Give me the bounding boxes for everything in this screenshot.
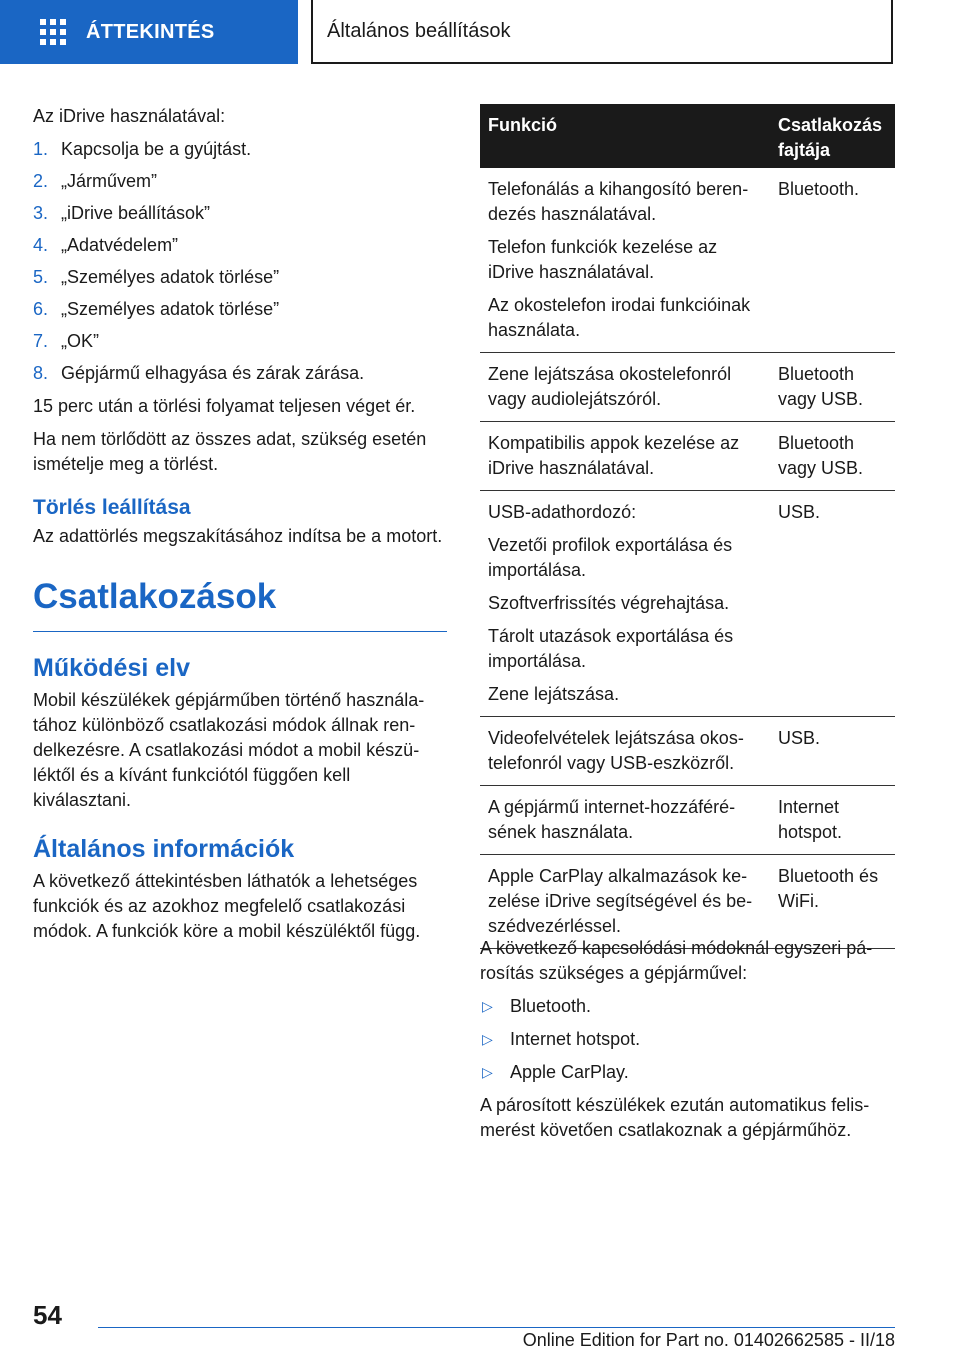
step-number: 2.	[33, 171, 49, 191]
principle-text: Mobil készülékek gépjárműben történő használatához különböző csatlakozási módok állnak rendelkezésre. A csatlakozási módot a mobil készüléktől és a kívánt funkciótól függően kell kiválasztani.	[33, 690, 425, 810]
pairing-outro: A párosított készülékek ezután automatikus felismerést követően csatlakoznak a gépjárműhöz.	[480, 1095, 870, 1140]
section-title: Általános beállítások	[327, 19, 511, 42]
function-cell	[480, 177, 770, 343]
list-item	[33, 233, 447, 258]
step-number: 5.	[33, 267, 49, 287]
overview-tab[interactable]	[0, 0, 298, 64]
step-number: 6.	[33, 299, 49, 319]
bullet-text: Bluetooth.	[510, 996, 592, 1016]
connection-cell: Bluetooth.	[778, 179, 860, 199]
table-row	[480, 353, 895, 422]
step-text: „Adatvédelem”	[61, 235, 179, 255]
step-text: „Személyes adatok törlése”	[61, 299, 280, 319]
function-cell	[480, 431, 770, 481]
connection-cell: Bluetooth vagy USB.	[778, 433, 864, 478]
section-tab[interactable]	[311, 0, 893, 64]
cancel-heading: Törlés leállítása	[33, 496, 191, 519]
step-list	[33, 137, 447, 386]
step-text: Gépjármű elhagyása és zárak zárása.	[61, 363, 365, 383]
function-cell	[480, 362, 770, 412]
function-text: Apple CarPlay alkalmazások kezelése iDrive segítségével és beszédvezérléssel.	[488, 866, 753, 936]
grid-menu-icon	[40, 19, 66, 45]
step-text: „Személyes adatok törlése”	[61, 267, 280, 287]
connection-cell: USB.	[778, 728, 821, 748]
function-text: Telefonálás a kihangosító berendezés használatával.	[488, 179, 749, 224]
pairing-intro: A következő kapcsolódási módoknál egyszeri párosítás szükséges a gépjárművel:	[480, 938, 873, 983]
table-row	[480, 491, 895, 717]
function-cell	[480, 864, 770, 939]
left-column	[33, 104, 447, 952]
step-text: „OK”	[61, 331, 99, 351]
pairing-list	[480, 994, 895, 1085]
main-heading: Csatlakozások	[33, 575, 447, 632]
step-text: Kapcsolja be a gyújtást.	[61, 139, 252, 159]
step-number: 7.	[33, 331, 49, 351]
page-number: 54	[33, 1300, 62, 1330]
function-text: Zene lejátszása.	[488, 684, 620, 704]
list-item	[33, 169, 447, 194]
step-number: 1.	[33, 139, 49, 159]
function-text: A gépjármű internet-hozzáférésének használata.	[488, 797, 736, 842]
connection-cell: Internet hotspot.	[778, 797, 843, 842]
function-text: Vezetői profilok exportálása és importálása.	[488, 535, 733, 580]
list-item	[33, 297, 447, 322]
overview-label: ÁTTEKINTÉS	[86, 20, 215, 43]
list-item	[33, 137, 447, 162]
function-cell	[480, 795, 770, 845]
edition-text: Online Edition for Part no. 01402662585 - II/18	[522, 1330, 895, 1350]
header-function: Funkció	[488, 115, 558, 135]
table-row	[480, 855, 895, 949]
list-item	[33, 361, 447, 386]
cancel-text: Az adattörlés megszakításához indítsa be a motort.	[33, 526, 443, 546]
header-connection: Csatlakozás fajtája	[778, 115, 883, 160]
retry-text: Ha nem törlődött az összes adat, szükség esetén ismételje meg a törlést.	[33, 429, 427, 474]
triangle-bullet-icon: ▷	[482, 1031, 493, 1047]
table-row	[480, 786, 895, 855]
list-item	[480, 1027, 895, 1052]
connection-table	[480, 104, 895, 949]
function-text: Kompatibilis appok kezelése az iDrive használatával.	[488, 433, 740, 478]
triangle-bullet-icon: ▷	[482, 1064, 493, 1080]
function-text: Tárolt utazások exportálása és importálása.	[488, 626, 734, 671]
intro-text: Az iDrive használatával:	[33, 106, 226, 126]
function-cell	[480, 726, 770, 776]
bullet-text: Apple CarPlay.	[510, 1062, 629, 1082]
step-number: 8.	[33, 363, 49, 383]
function-text: USB-adathordozó:	[488, 502, 637, 522]
info-heading: Általános információk	[33, 835, 295, 863]
pairing-section	[480, 936, 895, 1151]
bullet-text: Internet hotspot.	[510, 1029, 641, 1049]
table-row	[480, 168, 895, 353]
step-text: „iDrive beállítások”	[61, 203, 211, 223]
info-text: A következő áttekintésben láthatók a lehetséges funkciók és az azokhoz megfelelő csatlakozási módok. A funkciók köre a mobil készüléktől függ.	[33, 871, 421, 941]
table-header	[480, 104, 895, 168]
principle-heading: Működési elv	[33, 654, 190, 682]
step-number: 4.	[33, 235, 49, 255]
function-cell	[480, 500, 770, 707]
table-row	[480, 422, 895, 491]
footer-divider	[98, 1327, 895, 1328]
list-item	[33, 201, 447, 226]
connection-cell: Bluetooth és WiFi.	[778, 866, 879, 911]
list-item	[33, 265, 447, 290]
function-text: Zene lejátszása okostelefonról vagy audiolejátszóról.	[488, 364, 732, 409]
function-text: Az okostelefon irodai funkcióinak használata.	[488, 295, 751, 340]
step-text: „Járművem”	[61, 171, 158, 191]
step-number: 3.	[33, 203, 49, 223]
table-row	[480, 717, 895, 786]
triangle-bullet-icon: ▷	[482, 998, 493, 1014]
connection-cell: USB.	[778, 502, 821, 522]
connection-cell: Bluetooth vagy USB.	[778, 364, 864, 409]
list-item	[33, 329, 447, 354]
function-text: Telefon funkciók kezelése az iDrive használatával.	[488, 237, 718, 282]
list-item	[480, 1060, 895, 1085]
list-item	[480, 994, 895, 1019]
completion-text: 15 perc után a törlési folyamat teljesen véget ér.	[33, 396, 416, 416]
function-text: Videofelvételek lejátszása okostelefonról vagy USB-eszközről.	[488, 728, 744, 773]
function-text: Szoftverfrissítés végrehajtása.	[488, 593, 730, 613]
